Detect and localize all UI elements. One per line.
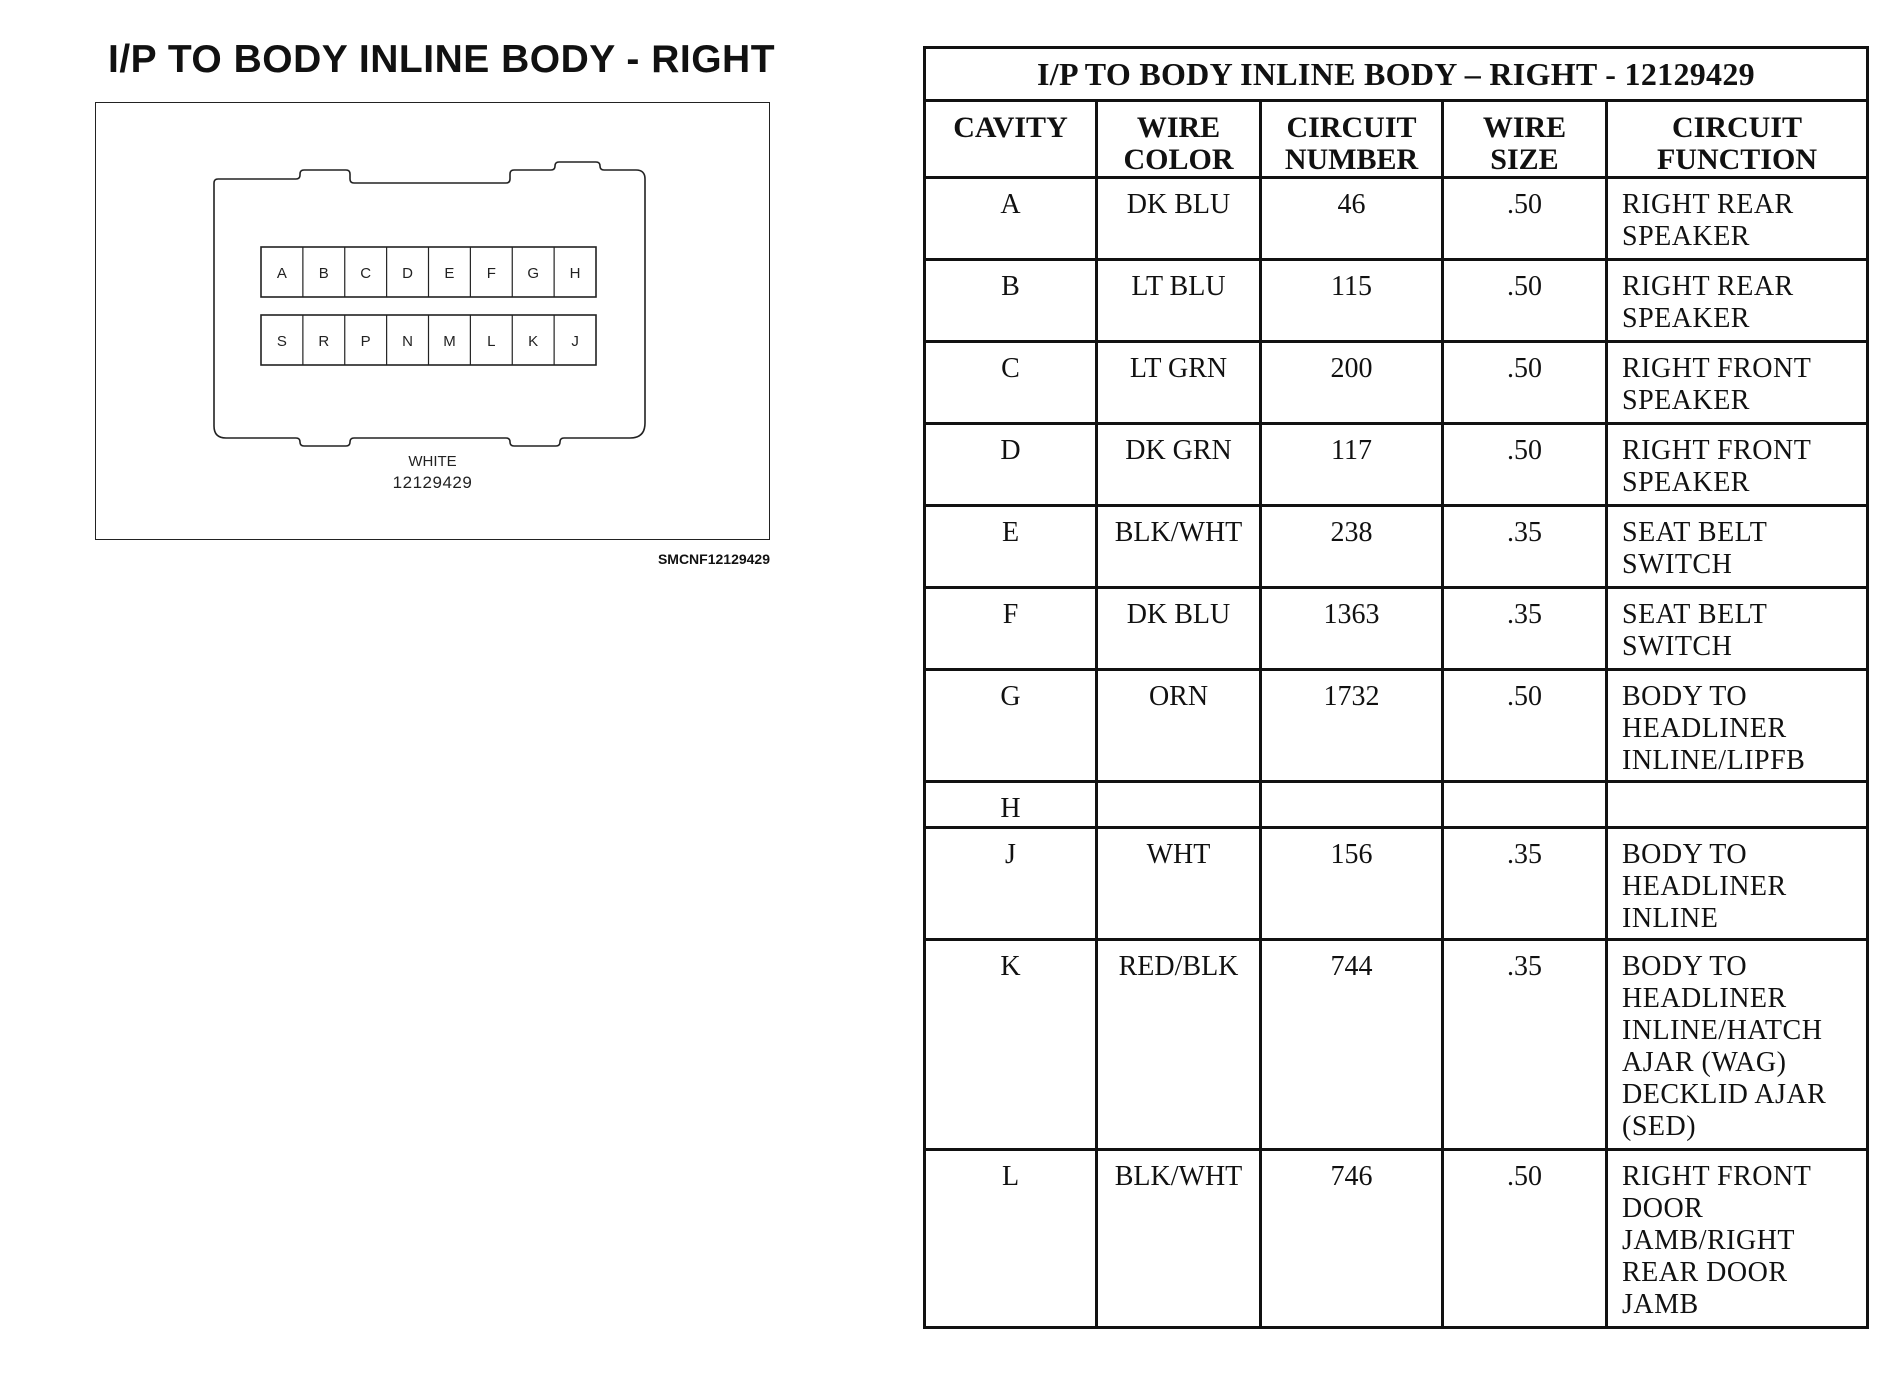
table-title-row <box>925 48 1868 101</box>
circuit-function-cell: RIGHT REAR SPEAKER <box>1607 178 1868 260</box>
circuit-number-cell: 746 <box>1261 1150 1443 1328</box>
circuit-number-cell: 156 <box>1261 828 1443 940</box>
wire-size-cell: .50 <box>1443 260 1607 342</box>
cavity-pin-label: C <box>360 265 372 282</box>
wire-size-cell <box>1443 782 1607 828</box>
circuit-number-cell: 1732 <box>1261 670 1443 782</box>
wire-size-cell: .50 <box>1443 424 1607 506</box>
table-row <box>925 506 1868 588</box>
wire-size-cell: .35 <box>1443 940 1607 1150</box>
cavity-pin-label: D <box>402 265 413 282</box>
cavity-pin-label: B <box>318 265 329 282</box>
circuit-number-cell: 1363 <box>1261 588 1443 670</box>
wire-color-cell: BLK/WHT <box>1097 506 1261 588</box>
cavity-cell: E <box>925 506 1097 588</box>
cavity-cell: C <box>925 342 1097 424</box>
table-row <box>925 1150 1868 1328</box>
cavity-pin-label: S <box>276 333 287 350</box>
circuit-function-cell: BODY TO HEADLINER INLINE/LIPFB <box>1607 670 1868 782</box>
wire-color-cell: DK GRN <box>1097 424 1261 506</box>
wire-size-cell: .35 <box>1443 588 1607 670</box>
circuit-function-cell: BODY TO HEADLINER INLINE <box>1607 828 1868 940</box>
cavity-cell: B <box>925 260 1097 342</box>
cavity-pin-label: M <box>443 333 456 350</box>
table-title: I/P TO BODY INLINE BODY – RIGHT - 12129429 <box>925 48 1868 101</box>
circuit-number-cell: 117 <box>1261 424 1443 506</box>
table-row <box>925 940 1868 1150</box>
wire-color-cell: WHT <box>1097 828 1261 940</box>
pinout-table <box>923 46 1869 1329</box>
wire-color-cell: LT GRN <box>1097 342 1261 424</box>
wire-size-cell: .50 <box>1443 1150 1607 1328</box>
figure-id: SMCNF12129429 <box>657 551 770 567</box>
circuit-number-cell: 238 <box>1261 506 1443 588</box>
table-row <box>925 178 1868 260</box>
circuit-function-cell: RIGHT FRONT DOOR JAMB/RIGHT REAR DOOR JAMB <box>1607 1150 1868 1328</box>
wire-size-cell: .50 <box>1443 670 1607 782</box>
wire-size-cell: .35 <box>1443 506 1607 588</box>
cavity-cell: A <box>925 178 1097 260</box>
cavity-pin-label: R <box>318 333 330 350</box>
wire-color-cell: RED/BLK <box>1097 940 1261 1150</box>
cavity-cell: K <box>925 940 1097 1150</box>
cavity-cell: D <box>925 424 1097 506</box>
cavity-pin-label: N <box>402 333 413 350</box>
cavity-pin-label: A <box>276 265 287 282</box>
circuit-function-cell: SEAT BELT SWITCH <box>1607 506 1868 588</box>
table-row <box>925 670 1868 782</box>
wire-size-cell: .50 <box>1443 342 1607 424</box>
wire-size-cell: .35 <box>1443 828 1607 940</box>
cavity-pin-label: E <box>444 265 455 282</box>
circuit-number-cell <box>1261 782 1443 828</box>
circuit-function-cell: RIGHT REAR SPEAKER <box>1607 260 1868 342</box>
cavity-pin-label: L <box>487 333 496 350</box>
connector-diagram <box>95 102 770 540</box>
cavity-pin-label: H <box>569 265 581 282</box>
connector-part-number: 12129429 <box>392 473 473 492</box>
table-row <box>925 424 1868 506</box>
header-cavity: CAVITY <box>925 101 1097 178</box>
cavity-cell: G <box>925 670 1097 782</box>
connector-color: WHITE <box>408 453 457 470</box>
circuit-number-cell: 744 <box>1261 940 1443 1150</box>
cavity-pin-label: F <box>486 265 496 282</box>
circuit-function-cell: BODY TO HEADLINER INLINE/HATCH AJAR (WAG) DECKLID AJAR (SED) <box>1607 940 1868 1150</box>
cavity-cell: J <box>925 828 1097 940</box>
cavity-cell: L <box>925 1150 1097 1328</box>
wire-color-cell <box>1097 782 1261 828</box>
wire-color-cell: DK BLU <box>1097 178 1261 260</box>
circuit-number-cell: 200 <box>1261 342 1443 424</box>
table-row <box>925 782 1868 828</box>
header-circuit-number: CIRCUIT NUMBER <box>1261 101 1443 178</box>
header-wire-size: WIRE SIZE <box>1443 101 1607 178</box>
table-row <box>925 828 1868 940</box>
cavity-pin-label: J <box>571 333 579 350</box>
circuit-function-cell: RIGHT FRONT SPEAKER <box>1607 424 1868 506</box>
circuit-function-cell: SEAT BELT SWITCH <box>1607 588 1868 670</box>
wire-size-cell: .50 <box>1443 178 1607 260</box>
cavity-cell: H <box>925 782 1097 828</box>
wire-color-cell: DK BLU <box>1097 588 1261 670</box>
header-wire-color: WIRE COLOR <box>1097 101 1261 178</box>
cavity-pin-label: K <box>528 333 539 350</box>
table-row <box>925 588 1868 670</box>
table-header-row <box>925 101 1868 178</box>
table-row <box>925 342 1868 424</box>
wire-color-cell: ORN <box>1097 670 1261 782</box>
circuit-number-cell: 46 <box>1261 178 1443 260</box>
circuit-function-cell <box>1607 782 1868 828</box>
wire-color-cell: BLK/WHT <box>1097 1150 1261 1328</box>
wire-color-cell: LT BLU <box>1097 260 1261 342</box>
diagram-title: I/P TO BODY INLINE BODY - RIGHT <box>108 38 776 81</box>
circuit-function-cell: RIGHT FRONT SPEAKER <box>1607 342 1868 424</box>
cavity-pin-label: G <box>527 265 540 282</box>
table-row <box>925 260 1868 342</box>
cavity-cell: F <box>925 588 1097 670</box>
header-circuit-function: CIRCUIT FUNCTION <box>1607 101 1868 178</box>
cavity-pin-label: P <box>360 333 371 350</box>
circuit-number-cell: 115 <box>1261 260 1443 342</box>
